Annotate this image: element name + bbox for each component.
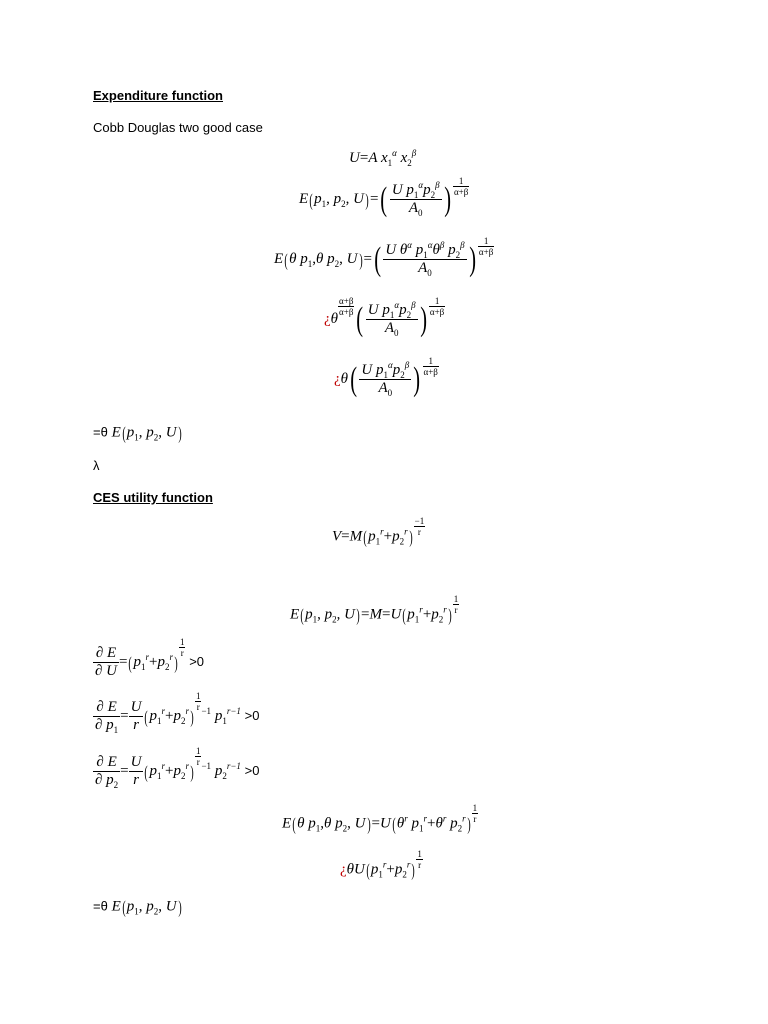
equation-homogeneity-result-2: =θ $E(p_1$, $p_2$, U) xyxy=(93,897,182,917)
inverted-question-glyph: ¿ xyxy=(324,310,331,327)
equation-expenditure-cobb-douglas: $E(p_1$, $p_2$, U)=( $\frac{U p_1^\alpha p_2^\beta}{A_0}$ ) $\frac{1}{\alpha+\beta}$ xyxy=(299,176,469,218)
equation-expenditure-ces: $E(p_1$, $p_2$, $U)=M=U(p_1^r+p_2^r)$ $\frac{1}{r}$ xyxy=(290,594,459,625)
equation-theta-factored: ¿θ( $\frac{U p_1^\alpha p_2^\beta}{A_0}$ ) $\frac{1}{\alpha+\beta}$ xyxy=(334,356,438,398)
intro-text: Cobb Douglas two good case xyxy=(93,120,263,135)
equation-partial-e-u: $\frac{\partial E}{\partial U}$ $=(p_1^r+p_2^r)$ $\frac{1}{r}$ >0 xyxy=(95,637,205,679)
equation-partial-e-p1: $\frac{\partial E}{\partial p_1}$ = $\frac{U}{r}$ $(p_1^r+p_2^r)$ $\frac{1}{r}$ $^{-1}$ $p_1^{r-1} >0$ xyxy=(95,691,260,735)
equation-expenditure-scaled-prices: E(θ $p_1,\theta$ $p_2$, U)=( $\frac{U \theta^\alpha p_1^\alpha\theta^\beta p_2^\beta}{A_0}$ ) $\frac{1}{\alpha+\beta}$ xyxy=(274,236,494,278)
equation-expenditure-ces-scaled: E(θ $p_1,\theta$ $p_2$, $U)=U(\theta^r$ $p_1^r+\theta^r$ $p_2^r$) $\frac{1}{r}$ xyxy=(282,803,478,834)
lambda-symbol: λ xyxy=(93,458,100,473)
section-heading-expenditure: Expenditure function xyxy=(93,88,223,103)
equation-indirect-utility-ces: $V=M(p_1^r+p_2^r)$ $\frac{-1}{r}$ xyxy=(332,516,425,547)
section-heading-ces: CES utility function xyxy=(93,490,213,505)
equation-partial-e-p2: $\frac{\partial E}{\partial p_2}$ = $\frac{U}{r}$ $(p_1^r+p_2^r)$ $\frac{1}{r}$ $^{-1}$ $p_2^{r-1} >0$ xyxy=(95,746,260,790)
inverted-question-glyph: ¿ xyxy=(340,861,347,878)
equation-ces-theta-factored: ¿$\theta U(p_1^r+p_2^r)$ $\frac{1}{r}$ xyxy=(340,849,422,880)
equation-theta-power: ¿θ $\frac{\alpha+\beta}{\alpha+\beta}$ ( $\frac{U p_1^\alpha p_2^\beta}{A_0}$ ) $\frac{1}{\alpha+\beta}$ xyxy=(324,296,445,338)
inverted-question-glyph: ¿ xyxy=(334,370,341,387)
equation-homogeneity-result-1: =θ $E(p_1$, $p_2$, U) xyxy=(93,423,182,443)
equation-utility-cobb-douglas: U=A $x_1^\alpha$ $x_2^\beta$ xyxy=(349,148,417,168)
